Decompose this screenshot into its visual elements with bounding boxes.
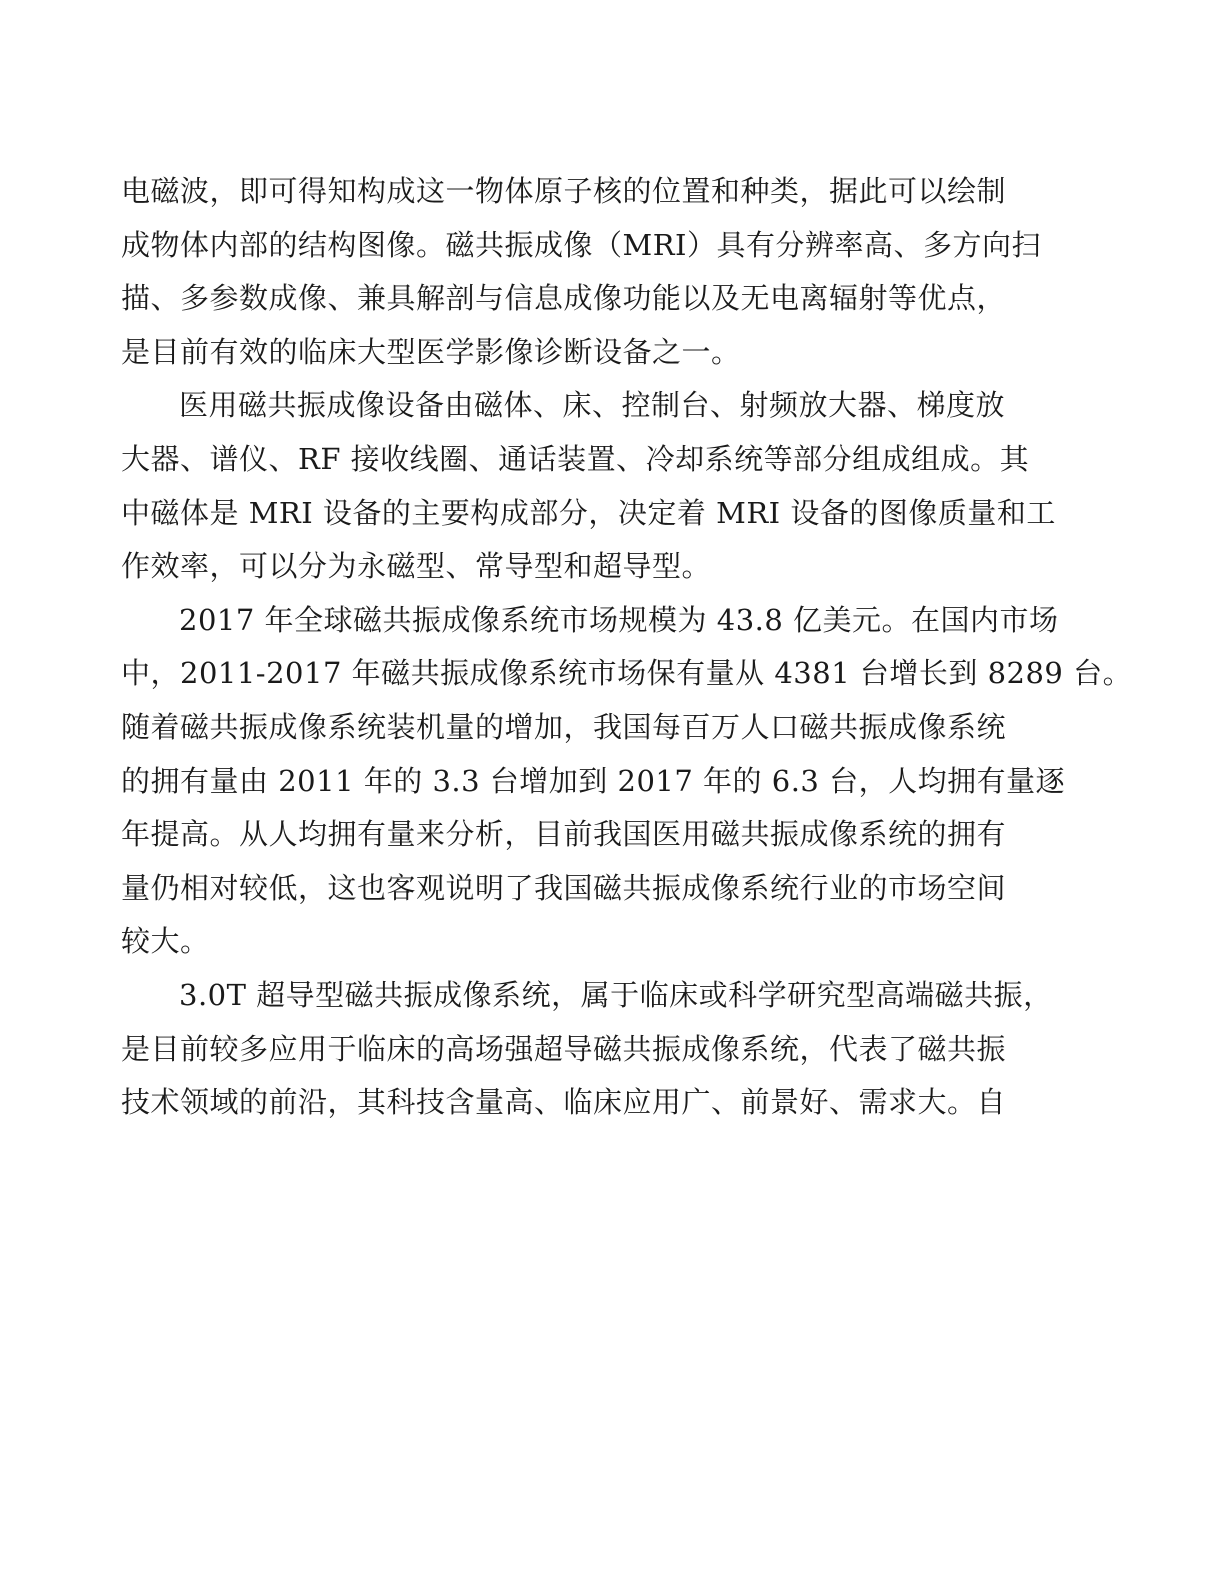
paragraph-3-line-2: 中，2011-2017 年磁共振成像系统市场保有量从 4381 台增长到 8289 台。: [121, 656, 1133, 691]
paragraph-4-line-1: 3.0T 超导型磁共振成像系统，属于临床或科学研究型高端磁共振，: [179, 977, 1053, 1012]
paragraph-1-line-4: 是目前有效的临床大型医学影像诊断设备之一。: [121, 334, 741, 369]
paragraph-1-line-3: 描、多参数成像、兼具解剖与信息成像功能以及无电离辐射等优点，: [121, 281, 1007, 316]
paragraph-4-line-3: 技术领域的前沿，其科技含量高、临床应用广、前景好、需求大。自: [121, 1085, 1007, 1120]
paragraph-3-line-5: 年提高。从人均拥有量来分析，目前我国医用磁共振成像系统的拥有: [121, 817, 1007, 852]
paragraph-3-line-1: 2017 年全球磁共振成像系统市场规模为 43.8 亿美元。在国内市场: [179, 602, 1059, 637]
body-text: [121, 165, 1133, 1130]
paragraph-4-line-2: 是目前较多应用于临床的高场强超导磁共振成像系统，代表了磁共振: [121, 1031, 1007, 1066]
paragraph-1-line-2: 成物体内部的结构图像。磁共振成像（MRI）具有分辨率高、多方向扫: [121, 227, 1041, 262]
paragraph-2-line-1: 医用磁共振成像设备由磁体、床、控制台、射频放大器、梯度放: [179, 388, 1006, 423]
paragraph-3-line-7: 较大。: [121, 924, 210, 959]
paragraph-3-line-6: 量仍相对较低，这也客观说明了我国磁共振成像系统行业的市场空间: [121, 870, 1007, 905]
paragraph-3-line-3: 随着磁共振成像系统装机量的增加，我国每百万人口磁共振成像系统: [121, 709, 1007, 744]
paragraph-2-line-4: 作效率，可以分为永磁型、常导型和超导型。: [121, 549, 712, 584]
paragraph-2-line-2: 大器、谱仪、RF 接收线圈、通话装置、冷却系统等部分组成组成。其: [121, 441, 1030, 476]
paragraph-3-line-4: 的拥有量由 2011 年的 3.3 台增加到 2017 年的 6.3 台，人均拥有量逐: [121, 763, 1066, 798]
paragraph-1-line-1: 电磁波，即可得知构成这一物体原子核的位置和种类，据此可以绘制: [121, 174, 1007, 208]
paragraph-2-line-3: 中磁体是 MRI 设备的主要构成部分，决定着 MRI 设备的图像质量和工: [121, 495, 1056, 530]
